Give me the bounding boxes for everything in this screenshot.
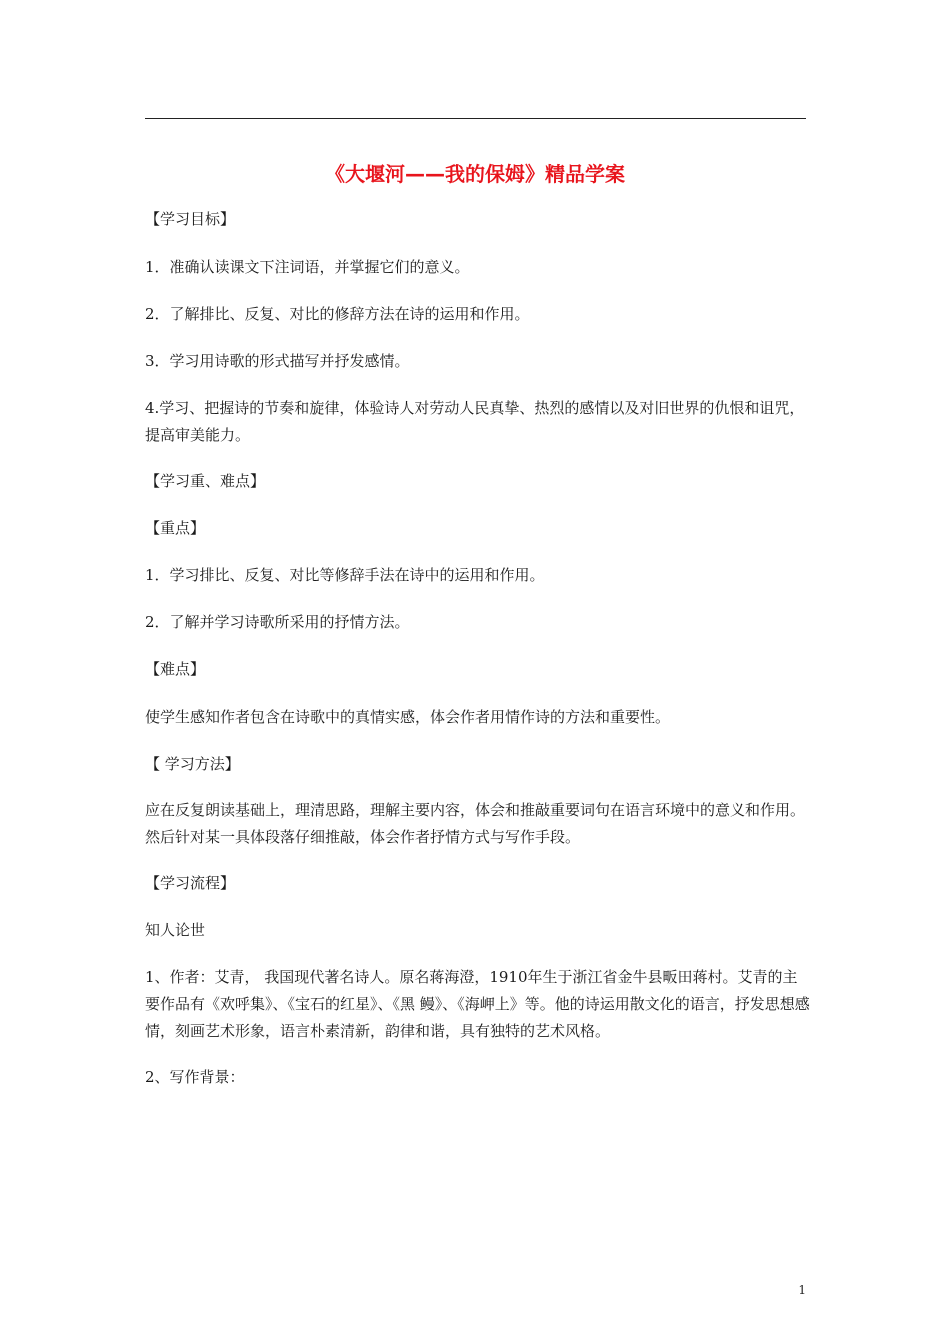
author-text: 1、作者：艾青， 我国现代著名诗人。原名蒋海澄，1910年生于浙江省金牛县畈田蒋村。艾青的主要作品有《欢呼集》、《宝石的红星》、《黑 鳗》、《海岬上》等。他的诗运用散文化的语言，抒发思想感情，刻画艺术形象，语言朴素清新，韵律和谐，具有独特的艺术风格。 [145, 968, 810, 1040]
header-rule [145, 118, 806, 119]
key-point: 1．学习排比、反复、对比等修辞手法在诗中的运用和作用。 [145, 566, 545, 584]
goal-item: 2．了解排比、反复、对比的修辞方法在诗的运用和作用。 [145, 305, 530, 323]
method-heading: 【 学习方法】 [145, 755, 240, 773]
difficult-heading: 【难点】 [145, 660, 206, 678]
page-number: 1 [798, 1283, 806, 1297]
document-title: 《大堰河——我的保姆》精品学案 [325, 162, 625, 186]
method-text: 应在反复朗读基础上，理清思路，理解主要内容，体会和推敲重要词句在语言环境中的意义和作用。然后针对某一具体段落仔细推敲，体会作者抒情方式与写作手段。 [145, 801, 806, 846]
key-point: 2．了解并学习诗歌所采用的抒情方法。 [145, 613, 410, 631]
background-text: 2、写作背景： [145, 1068, 245, 1086]
key-heading: 【重点】 [145, 519, 206, 537]
process-heading: 【学习流程】 [145, 874, 236, 892]
difficult-text: 使学生感知作者包含在诗歌中的真情实感，体会作者用情作诗的方法和重要性。 [145, 708, 671, 726]
goal-item: 1．准确认读课文下注词语，并掌握它们的意义。 [145, 258, 470, 276]
goal-item: 3．学习用诗歌的形式描写并抒发感情。 [145, 352, 410, 370]
goal-item: 4.学习、把握诗的节奏和旋律，体验诗人对劳动人民真挚、热烈的感情以及对旧世界的仇恨和诅咒，提高审美能力。 [145, 399, 805, 444]
key-difficult-heading: 【学习重、难点】 [145, 472, 266, 490]
intro-heading: 知人论世 [145, 921, 206, 939]
goal-heading: 【学习目标】 [145, 210, 236, 228]
